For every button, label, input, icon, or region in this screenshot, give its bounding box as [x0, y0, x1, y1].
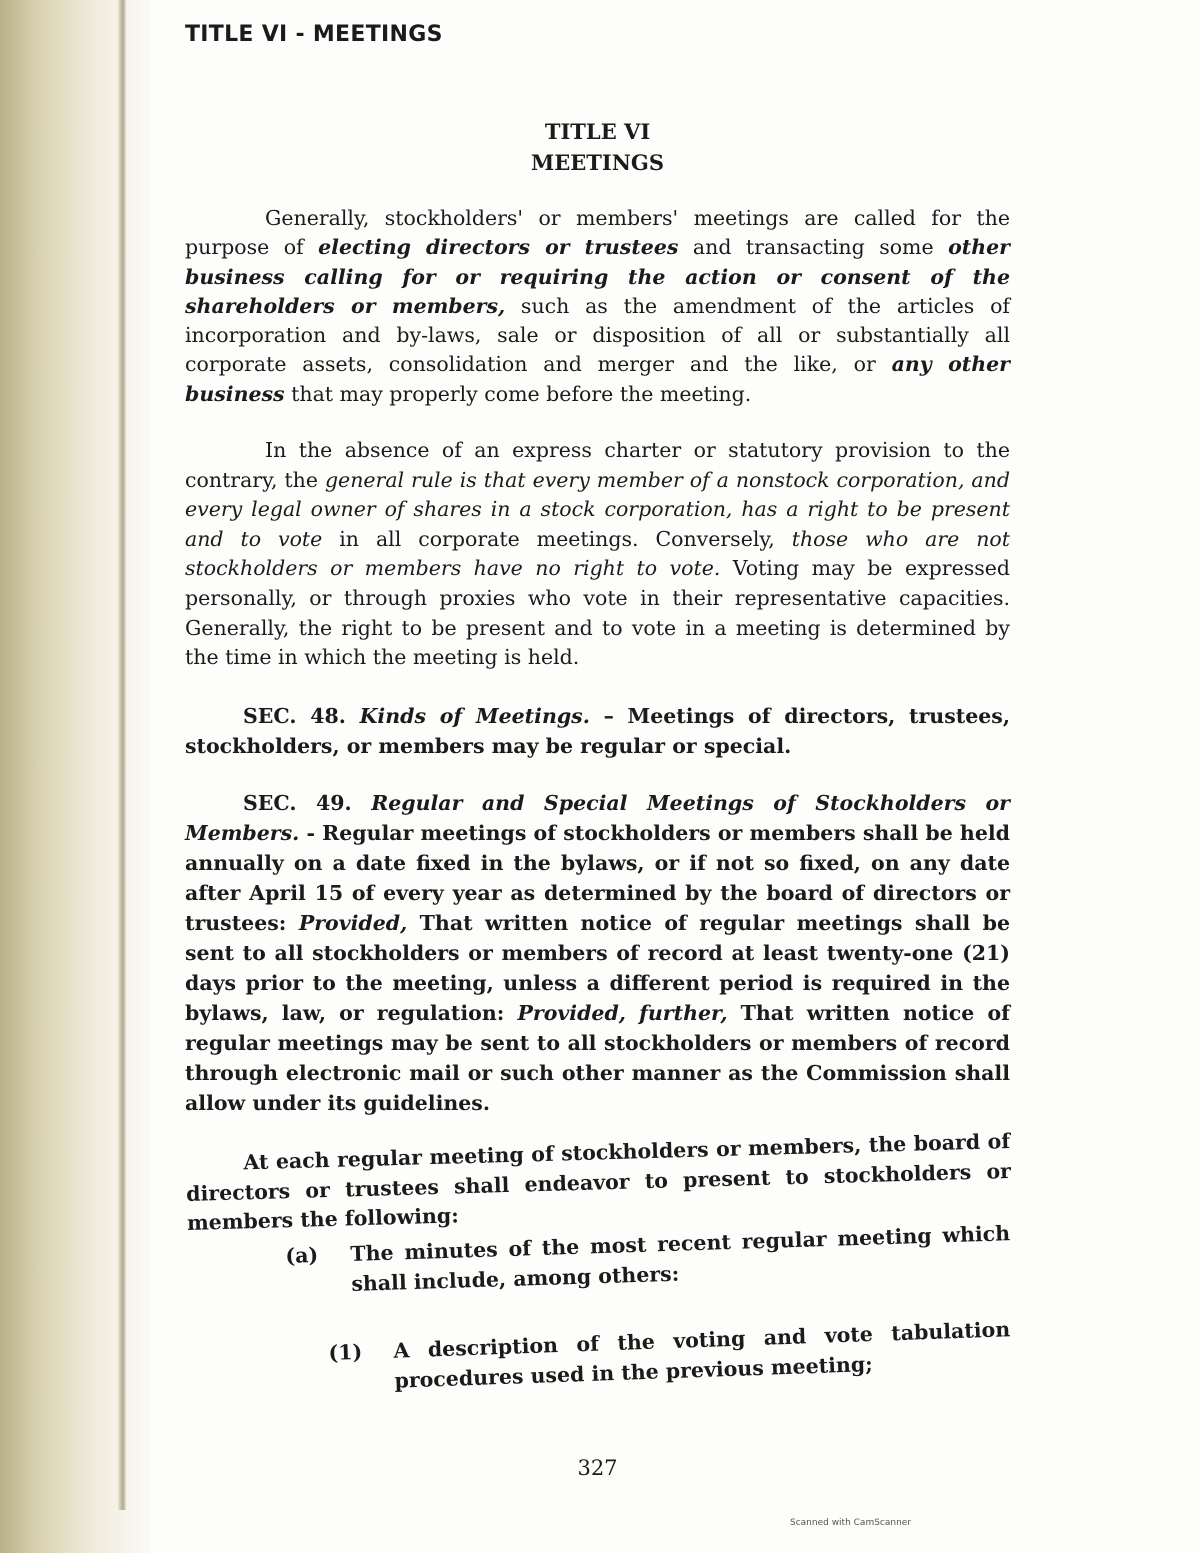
list-item-1: [328, 1314, 1012, 1398]
section-heading: Regular and Special Meetings of Stockholders or Members.: [185, 791, 1010, 845]
italic-run: general rule is that every member of a nonstock corporation, and every legal owner of shares in a stock corporation, has a right to be present and to vote: [185, 467, 1010, 551]
board-presentation-paragraph: At each regular meeting of stockholders or members, the board of directors or trustees shall endeavor to present to stockholders or members the following:: [185, 1128, 1012, 1235]
emphasis-run: electing directors or trustees: [318, 235, 679, 260]
section-text: That written notice of regular meetings may be sent to all stockholders or members of record through electronic mail or such other manner as the Commission shall allow under its guidelines.: [185, 1001, 1010, 1115]
text-run: in all corporate meetings. Conversely,: [322, 526, 792, 551]
title-line-1: TITLE VI: [544, 119, 651, 144]
title-line-2: MEETINGS: [530, 150, 664, 175]
section-text: That written notice of regular meetings shall be sent to all stockholders or members of record at least twenty-one (21) days prior to the meeting, unless a different period is required in the bylaws, law, or regulation:: [185, 911, 1010, 1025]
proviso-italic: Provided, further,: [517, 1001, 728, 1025]
section-heading: Kinds of Meetings.: [359, 704, 590, 728]
intro-paragraph: [185, 204, 1010, 409]
section-label: SEC. 48.: [243, 704, 360, 728]
text-run: and transacting some: [678, 235, 949, 260]
section-text: - Regular meetings of stockholders or members shall be held annually on a date fixed in the bylaws, or if not so fixed, on any date after April 15 of every year as determined by the board of directors or trustees:: [185, 821, 1010, 935]
proviso-italic: Provided,: [298, 911, 408, 935]
text-run: Voting may be expressed personally, or through proxies who vote in their representative capacities. Generally, the right to be present and to vote in a meeting is determined by the time in which the meeting is held.: [185, 556, 1010, 670]
general-rule-paragraph: [185, 436, 1010, 673]
text-run: In the absence of an express charter or statutory provision to the contrary, the: [185, 438, 1010, 492]
emphasis-run: other business calling for or requiring the action or consent of the shareholders or members,: [185, 235, 1010, 318]
page-number: 327: [577, 1456, 618, 1480]
text-run: that may properly come before the meeting.: [284, 381, 752, 406]
emphasis-run: any other business: [185, 352, 1010, 406]
text-run: such as the amendment of the articles of incorporation and by-laws, sale or disposition of all or substantially all corporate assets, consolidation and merger and the like, or: [185, 293, 1011, 377]
section-49: [185, 788, 1010, 1118]
list-item-text: The minutes of the most recent regular meeting which shall include, among others:: [350, 1221, 1011, 1296]
list-marker: (1): [328, 1339, 363, 1365]
section-label: SEC. 49.: [243, 791, 372, 815]
page-title: [185, 116, 1010, 178]
italic-run: those who are not stockholders or members have no right to vote.: [185, 526, 1011, 581]
page-binding-edge: [118, 0, 126, 1510]
section-48: [185, 702, 1010, 761]
list-item-text: A description of the voting and vote tabulation procedures used in the previous meeting;: [393, 1317, 1011, 1393]
running-head: TITLE VI - MEETINGS: [185, 22, 443, 47]
scanner-watermark: Scanned with CamScanner: [790, 1518, 912, 1528]
list-marker: (a): [285, 1242, 319, 1268]
document-page: [185, 20, 1010, 1530]
text-run: Generally, stockholders' or members' meetings are called for the purpose of: [185, 206, 1010, 260]
page-spine-shadow: [0, 0, 150, 1553]
section-text: – Meetings of directors, trustees, stockholders, or members may be regular or special.: [185, 704, 1010, 758]
